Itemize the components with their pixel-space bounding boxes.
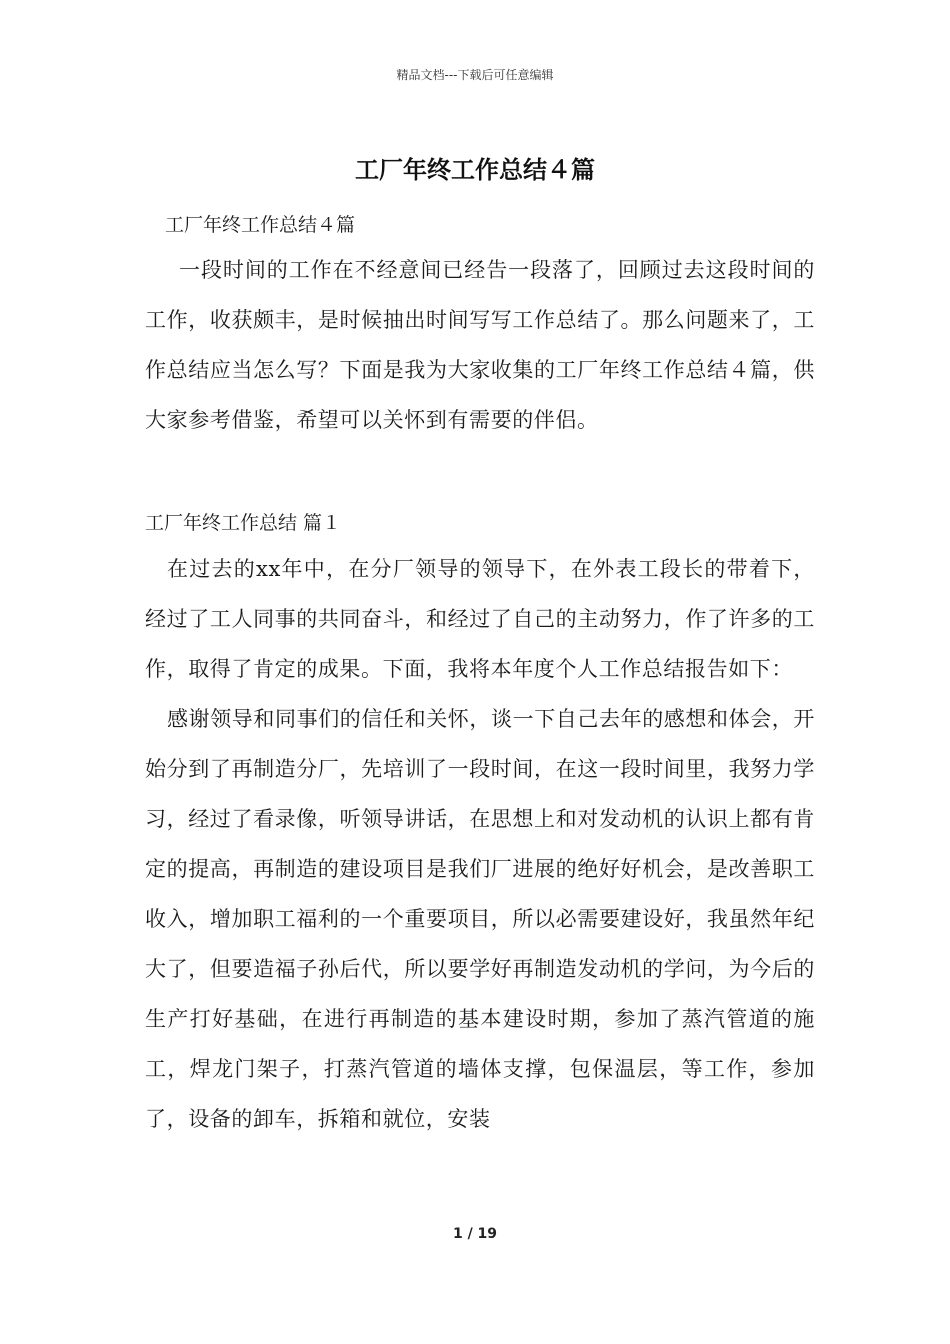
intro-block — [145, 245, 815, 445]
document-subtitle: 工厂年终工作总结４篇 — [165, 214, 356, 236]
body-paragraph-2: 感谢领导和同事们的信任和关怀，谈一下自己去年的感想和体会，开始分到了再制造分厂，先培训了一段时间，在这一段时间里，我努力学习，经过了看录像，听领导讲话，在思想上和对发动机的认识上都有肯定的提高，再制造的建设项目是我们厂进展的绝好好机会，是改善职工收入，增加职工福利的一个重要项目，所以必需要建设好，我虽然年纪大了，但要造福子孙后代，所以要学好再制造发动机的学问，为今后的生产打好基础，在进行再制造的基本建设时期，参加了蒸汽管道的施工，焊龙门架子，打蒸汽管道的墙体支撑，包保温层，等工作，参加了，设备的卸车，拆箱和就位，安装 — [145, 707, 815, 1131]
document-title: 工厂年终工作总结４篇 — [355, 156, 595, 184]
body-paragraph-1: 在过去的xx年中，在分厂领导的领导下，在外表工段长的带着下，经过了工人同事的共同奋斗，和经过了自己的主动努力，作了许多的工作，取得了肯定的成果。下面，我将本年度个人工作总结报告如下： — [145, 557, 815, 681]
body-block — [145, 544, 815, 1144]
page-number: 1 / 19 — [452, 1226, 498, 1242]
intro-paragraph: 一段时间的工作在不经意间已经告一段落了，回顾过去这段时间的工作，收获颇丰，是时候抽出时间写写工作总结了。那么问题来了，工作总结应当怎么写？下面是我为大家收集的工厂年终工作总结４篇，供大家参考借鉴，希望可以关怀到有需要的伴侣。 — [145, 258, 815, 432]
section-heading: 工厂年终工作总结 篇１ — [145, 512, 342, 534]
page-header: 精品文档---下载后可任意编辑 — [396, 68, 554, 82]
